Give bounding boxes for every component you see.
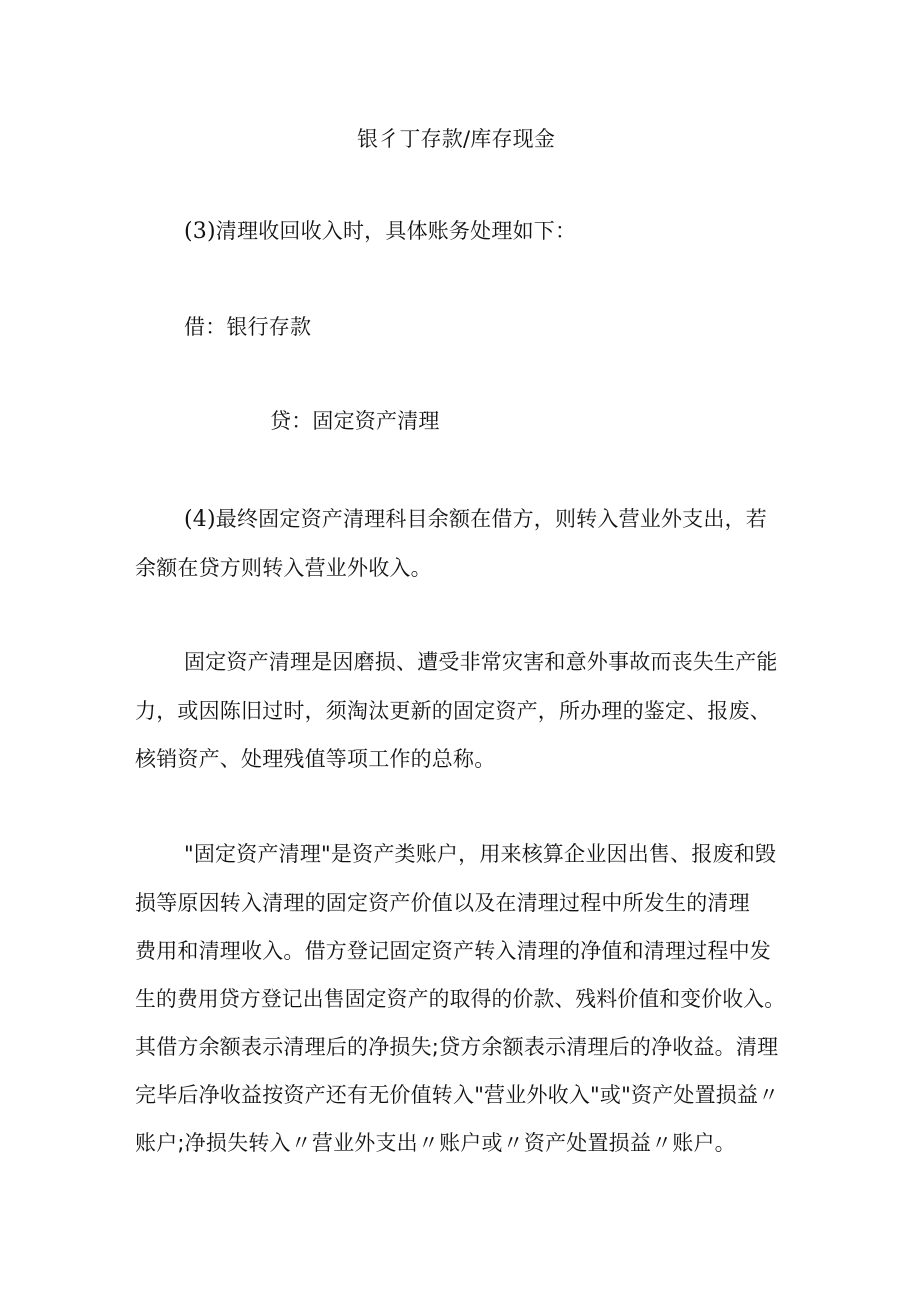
account-line-1: "固定资产清理"是资产类账户，用来核算企业因出售、报废和毁 — [184, 842, 777, 866]
account-line-2: 损等原因转入清理的固定资产价值以及在清理过程中所发生的清理 — [135, 891, 750, 915]
debit-entry: 借：银行存款 — [184, 315, 312, 339]
step-3-text: 清理收回收入时，具体账务处理如下： — [215, 219, 577, 243]
credit-entry: 贷：固定资产清理 — [270, 409, 440, 433]
account-line-4: 生的费用贷方登记出售固定资产的取得的价款、残料价值和变价收入。 — [135, 987, 786, 1011]
definition-line-1: 固定资产清理是因磨损、遭受非常灾害和意外事故而丧失生产能 — [184, 650, 778, 674]
account-line-7: 账户;净损失转入〃营业外支出〃账户或〃资产处置损益〃账户。 — [135, 1131, 736, 1155]
account-line-5: 其借方余额表示清理后的净损失;贷方余额表示清理后的净收益。清理 — [135, 1035, 779, 1059]
step-4-text: 最终固定资产清理科目余额在借方，则转入营业外支出，若 — [215, 507, 767, 531]
step-4-line-1 — [184, 505, 767, 534]
account-line-3: 费用和清理收入。借方登记固定资产转入清理的净值和清理过程中发 — [135, 939, 771, 963]
step-4-line-2: 余额在贷方则转入营业外收入。 — [135, 556, 432, 580]
definition-line-3: 核销资产、处理残值等项工作的总称。 — [135, 747, 496, 771]
step-3-line — [184, 217, 576, 246]
line-bank-deposit-cash: 银彳丁存款/库存现金 — [357, 127, 556, 151]
step-3-number: (3) — [184, 219, 216, 244]
account-line-6: 完毕后净收益按资产还有无价值转入"营业外收入"或"资产处置损益〃 — [135, 1083, 780, 1107]
definition-line-2: 力，或因陈旧过时，须淘汰更新的固定资产，所办理的鉴定、报废、 — [135, 699, 771, 723]
step-4-number: (4) — [184, 507, 216, 532]
